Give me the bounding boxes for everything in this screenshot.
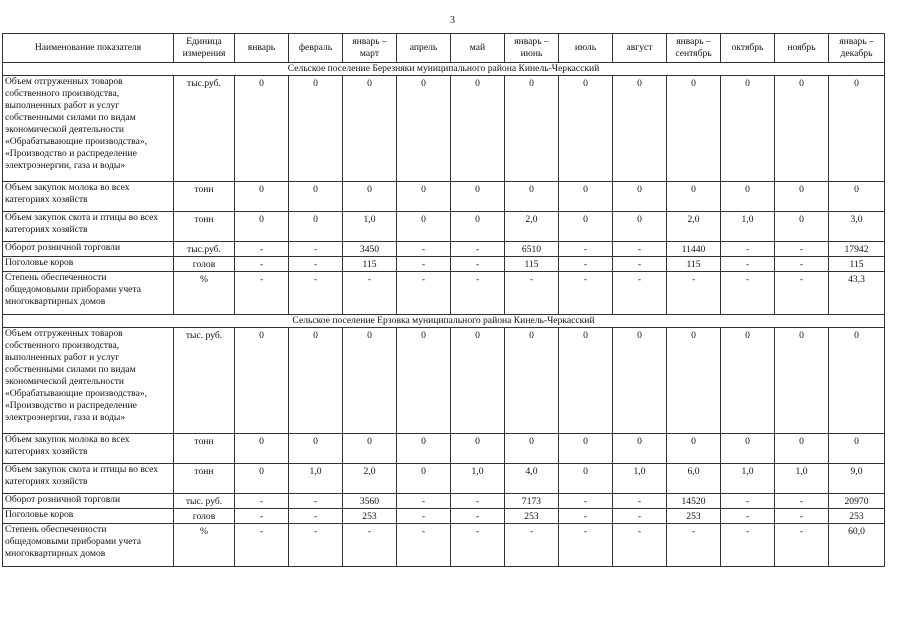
header-cell: апрель [397, 34, 451, 63]
table-row [3, 242, 885, 257]
value-cell: 115 [667, 257, 721, 272]
value-cell: - [775, 494, 829, 509]
indicator-name: Оборот розничной торговли [3, 242, 174, 257]
value-cell: - [559, 257, 613, 272]
value-cell: 0 [235, 182, 289, 212]
value-cell: - [289, 509, 343, 524]
value-cell: - [397, 494, 451, 509]
table-row [3, 464, 885, 494]
unit-cell: тонн [174, 464, 235, 494]
value-cell: - [721, 242, 775, 257]
value-cell: 0 [559, 182, 613, 212]
table-row [3, 212, 885, 242]
value-cell: 6,0 [667, 464, 721, 494]
value-cell: - [235, 494, 289, 509]
value-cell: 0 [289, 182, 343, 212]
unit-cell: голов [174, 257, 235, 272]
value-cell: 0 [721, 76, 775, 182]
value-cell: - [397, 509, 451, 524]
value-cell: 1,0 [775, 464, 829, 494]
value-cell: 0 [505, 434, 559, 464]
unit-cell: тыс.руб. [174, 76, 235, 182]
value-cell: 1,0 [451, 464, 505, 494]
value-cell: - [613, 494, 667, 509]
value-cell: - [775, 242, 829, 257]
value-cell: 0 [667, 434, 721, 464]
value-cell: 0 [505, 76, 559, 182]
value-cell: 0 [559, 328, 613, 434]
page-number: 3 [450, 15, 455, 26]
value-cell: - [235, 524, 289, 567]
indicator-name: Объем закупок молока во всех категориях хозяйств [3, 182, 174, 212]
value-cell: 0 [451, 76, 505, 182]
value-cell: 0 [451, 182, 505, 212]
header-cell: октябрь [721, 34, 775, 63]
header-cell: ноябрь [775, 34, 829, 63]
value-cell: 11440 [667, 242, 721, 257]
value-cell: 0 [397, 464, 451, 494]
value-cell: 1,0 [721, 464, 775, 494]
value-cell: - [451, 242, 505, 257]
table-row [3, 494, 885, 509]
table-body [3, 63, 885, 567]
indicator-name: Объем отгруженных товаров собственного производства, выполненных работ и услуг собственными силами по видам экономической деятельности «Обрабатывающие производства», «Производство и распределение электроэнергии, газа и воды» [3, 328, 174, 434]
value-cell: - [559, 494, 613, 509]
value-cell: 0 [289, 434, 343, 464]
unit-cell: тонн [174, 212, 235, 242]
table-row [3, 434, 885, 464]
value-cell: - [289, 257, 343, 272]
value-cell: 0 [721, 434, 775, 464]
value-cell: - [289, 272, 343, 315]
value-cell: - [397, 257, 451, 272]
value-cell: 0 [289, 76, 343, 182]
value-cell: - [613, 509, 667, 524]
value-cell: - [289, 524, 343, 567]
value-cell: 0 [667, 328, 721, 434]
header-cell: Наименование показателя [3, 34, 174, 63]
indicator-name: Объем закупок скота и птицы во всех категориях хозяйств [3, 212, 174, 242]
table-row [3, 182, 885, 212]
value-cell: - [559, 524, 613, 567]
value-cell: 0 [559, 212, 613, 242]
value-cell: - [667, 272, 721, 315]
unit-cell: голов [174, 509, 235, 524]
value-cell: 0 [613, 212, 667, 242]
value-cell: - [451, 524, 505, 567]
unit-cell: % [174, 524, 235, 567]
value-cell: 253 [505, 509, 559, 524]
value-cell: 0 [343, 76, 397, 182]
value-cell: - [451, 494, 505, 509]
value-cell: - [397, 242, 451, 257]
value-cell: 2,0 [343, 464, 397, 494]
header-cell: май [451, 34, 505, 63]
value-cell: - [451, 257, 505, 272]
value-cell: - [721, 524, 775, 567]
header-cell: январь – декабрь [829, 34, 885, 63]
value-cell: - [397, 524, 451, 567]
unit-cell: тыс. руб. [174, 328, 235, 434]
value-cell: - [721, 494, 775, 509]
value-cell: 3,0 [829, 212, 885, 242]
section-title: Сельское поселение Березняки муниципального района Кинель-Черкасский [3, 63, 885, 76]
value-cell: 253 [829, 509, 885, 524]
value-cell: - [613, 242, 667, 257]
value-cell: 0 [613, 434, 667, 464]
value-cell: 0 [721, 328, 775, 434]
value-cell: 253 [343, 509, 397, 524]
value-cell: - [721, 272, 775, 315]
value-cell: 0 [289, 328, 343, 434]
value-cell: - [775, 524, 829, 567]
value-cell: - [613, 524, 667, 567]
value-cell: - [613, 257, 667, 272]
value-cell: - [343, 524, 397, 567]
section-title: Сельское поселение Ерзовка муниципального района Кинель-Черкасский [3, 315, 885, 328]
value-cell: 6510 [505, 242, 559, 257]
value-cell: 0 [235, 212, 289, 242]
value-cell: 253 [667, 509, 721, 524]
value-cell: - [775, 509, 829, 524]
header-cell: август [613, 34, 667, 63]
value-cell: 0 [775, 212, 829, 242]
value-cell: 0 [613, 328, 667, 434]
value-cell: - [505, 272, 559, 315]
value-cell: 60,0 [829, 524, 885, 567]
value-cell: - [721, 509, 775, 524]
unit-cell: тыс.руб. [174, 242, 235, 257]
value-cell: - [775, 257, 829, 272]
value-cell: 0 [343, 182, 397, 212]
header-cell: июль [559, 34, 613, 63]
value-cell: 7173 [505, 494, 559, 509]
value-cell: 0 [451, 212, 505, 242]
value-cell: 14520 [667, 494, 721, 509]
unit-cell: тыс. руб. [174, 494, 235, 509]
value-cell: - [235, 242, 289, 257]
indicator-name: Поголовье коров [3, 257, 174, 272]
value-cell: 0 [289, 212, 343, 242]
value-cell: 0 [775, 328, 829, 434]
value-cell: 0 [559, 464, 613, 494]
value-cell: 0 [559, 76, 613, 182]
header-cell: январь – сентябрь [667, 34, 721, 63]
header-cell: Единица измерения [174, 34, 235, 63]
table-row [3, 328, 885, 434]
indicator-name: Объем отгруженных товаров собственного производства, выполненных работ и услуг собственными силами по видам экономической деятельности «Обрабатывающие производства», «Производство и распределение электроэнергии, газа и воды» [3, 76, 174, 182]
value-cell: 1,0 [721, 212, 775, 242]
value-cell: - [397, 272, 451, 315]
value-cell: 0 [505, 328, 559, 434]
value-cell: 0 [775, 182, 829, 212]
section-row [3, 63, 885, 76]
value-cell: 0 [505, 182, 559, 212]
value-cell: 0 [451, 328, 505, 434]
value-cell: - [559, 509, 613, 524]
value-cell: - [451, 272, 505, 315]
indicator-name: Степень обеспеченности общедомовыми приборами учета многоквартирных домов [3, 524, 174, 567]
value-cell: 0 [343, 434, 397, 464]
value-cell: - [505, 524, 559, 567]
value-cell: 0 [775, 434, 829, 464]
value-cell: 0 [829, 434, 885, 464]
table-row [3, 524, 885, 567]
value-cell: 1,0 [613, 464, 667, 494]
indicator-name: Объем закупок молока во всех категориях хозяйств [3, 434, 174, 464]
statistics-table [2, 33, 885, 567]
value-cell: 2,0 [505, 212, 559, 242]
header-row [3, 34, 885, 63]
value-cell: 43,3 [829, 272, 885, 315]
value-cell: 0 [721, 182, 775, 212]
value-cell: 0 [343, 328, 397, 434]
header-cell: январь – июнь [505, 34, 559, 63]
value-cell: 4,0 [505, 464, 559, 494]
value-cell: 9,0 [829, 464, 885, 494]
value-cell: 0 [613, 182, 667, 212]
value-cell: - [559, 242, 613, 257]
unit-cell: % [174, 272, 235, 315]
value-cell: 3560 [343, 494, 397, 509]
value-cell: - [289, 494, 343, 509]
value-cell: 20970 [829, 494, 885, 509]
value-cell: 0 [559, 434, 613, 464]
value-cell: 3450 [343, 242, 397, 257]
table-row [3, 76, 885, 182]
value-cell: 0 [667, 182, 721, 212]
unit-cell: тонн [174, 434, 235, 464]
value-cell: 115 [343, 257, 397, 272]
header-cell: январь – март [343, 34, 397, 63]
value-cell: 1,0 [343, 212, 397, 242]
value-cell: - [289, 242, 343, 257]
value-cell: 1,0 [289, 464, 343, 494]
value-cell: - [235, 257, 289, 272]
value-cell: 17942 [829, 242, 885, 257]
value-cell: 0 [235, 76, 289, 182]
value-cell: 0 [235, 464, 289, 494]
table-row [3, 509, 885, 524]
value-cell: 0 [667, 76, 721, 182]
value-cell: 0 [235, 434, 289, 464]
value-cell: 0 [397, 434, 451, 464]
value-cell: 0 [613, 76, 667, 182]
value-cell: 0 [829, 182, 885, 212]
header-cell: февраль [289, 34, 343, 63]
value-cell: 0 [397, 76, 451, 182]
value-cell: 0 [235, 328, 289, 434]
indicator-name: Объем закупок скота и птицы во всех категориях хозяйств [3, 464, 174, 494]
indicator-name: Поголовье коров [3, 509, 174, 524]
value-cell: 0 [397, 182, 451, 212]
table-row [3, 257, 885, 272]
value-cell: - [235, 509, 289, 524]
value-cell: - [451, 509, 505, 524]
value-cell: 0 [451, 434, 505, 464]
value-cell: 115 [829, 257, 885, 272]
value-cell: 2,0 [667, 212, 721, 242]
header-cell: январь [235, 34, 289, 63]
value-cell: 0 [829, 328, 885, 434]
value-cell: 0 [775, 76, 829, 182]
indicator-name: Степень обеспеченности общедомовыми приборами учета многоквартирных домов [3, 272, 174, 315]
value-cell: - [343, 272, 397, 315]
value-cell: - [667, 524, 721, 567]
indicator-name: Оборот розничной торговли [3, 494, 174, 509]
value-cell: - [613, 272, 667, 315]
value-cell: - [235, 272, 289, 315]
value-cell: - [775, 272, 829, 315]
unit-cell: тонн [174, 182, 235, 212]
value-cell: 115 [505, 257, 559, 272]
table-row [3, 272, 885, 315]
value-cell: 0 [397, 212, 451, 242]
value-cell: 0 [397, 328, 451, 434]
section-row [3, 315, 885, 328]
value-cell: - [721, 257, 775, 272]
value-cell: 0 [829, 76, 885, 182]
value-cell: - [559, 272, 613, 315]
